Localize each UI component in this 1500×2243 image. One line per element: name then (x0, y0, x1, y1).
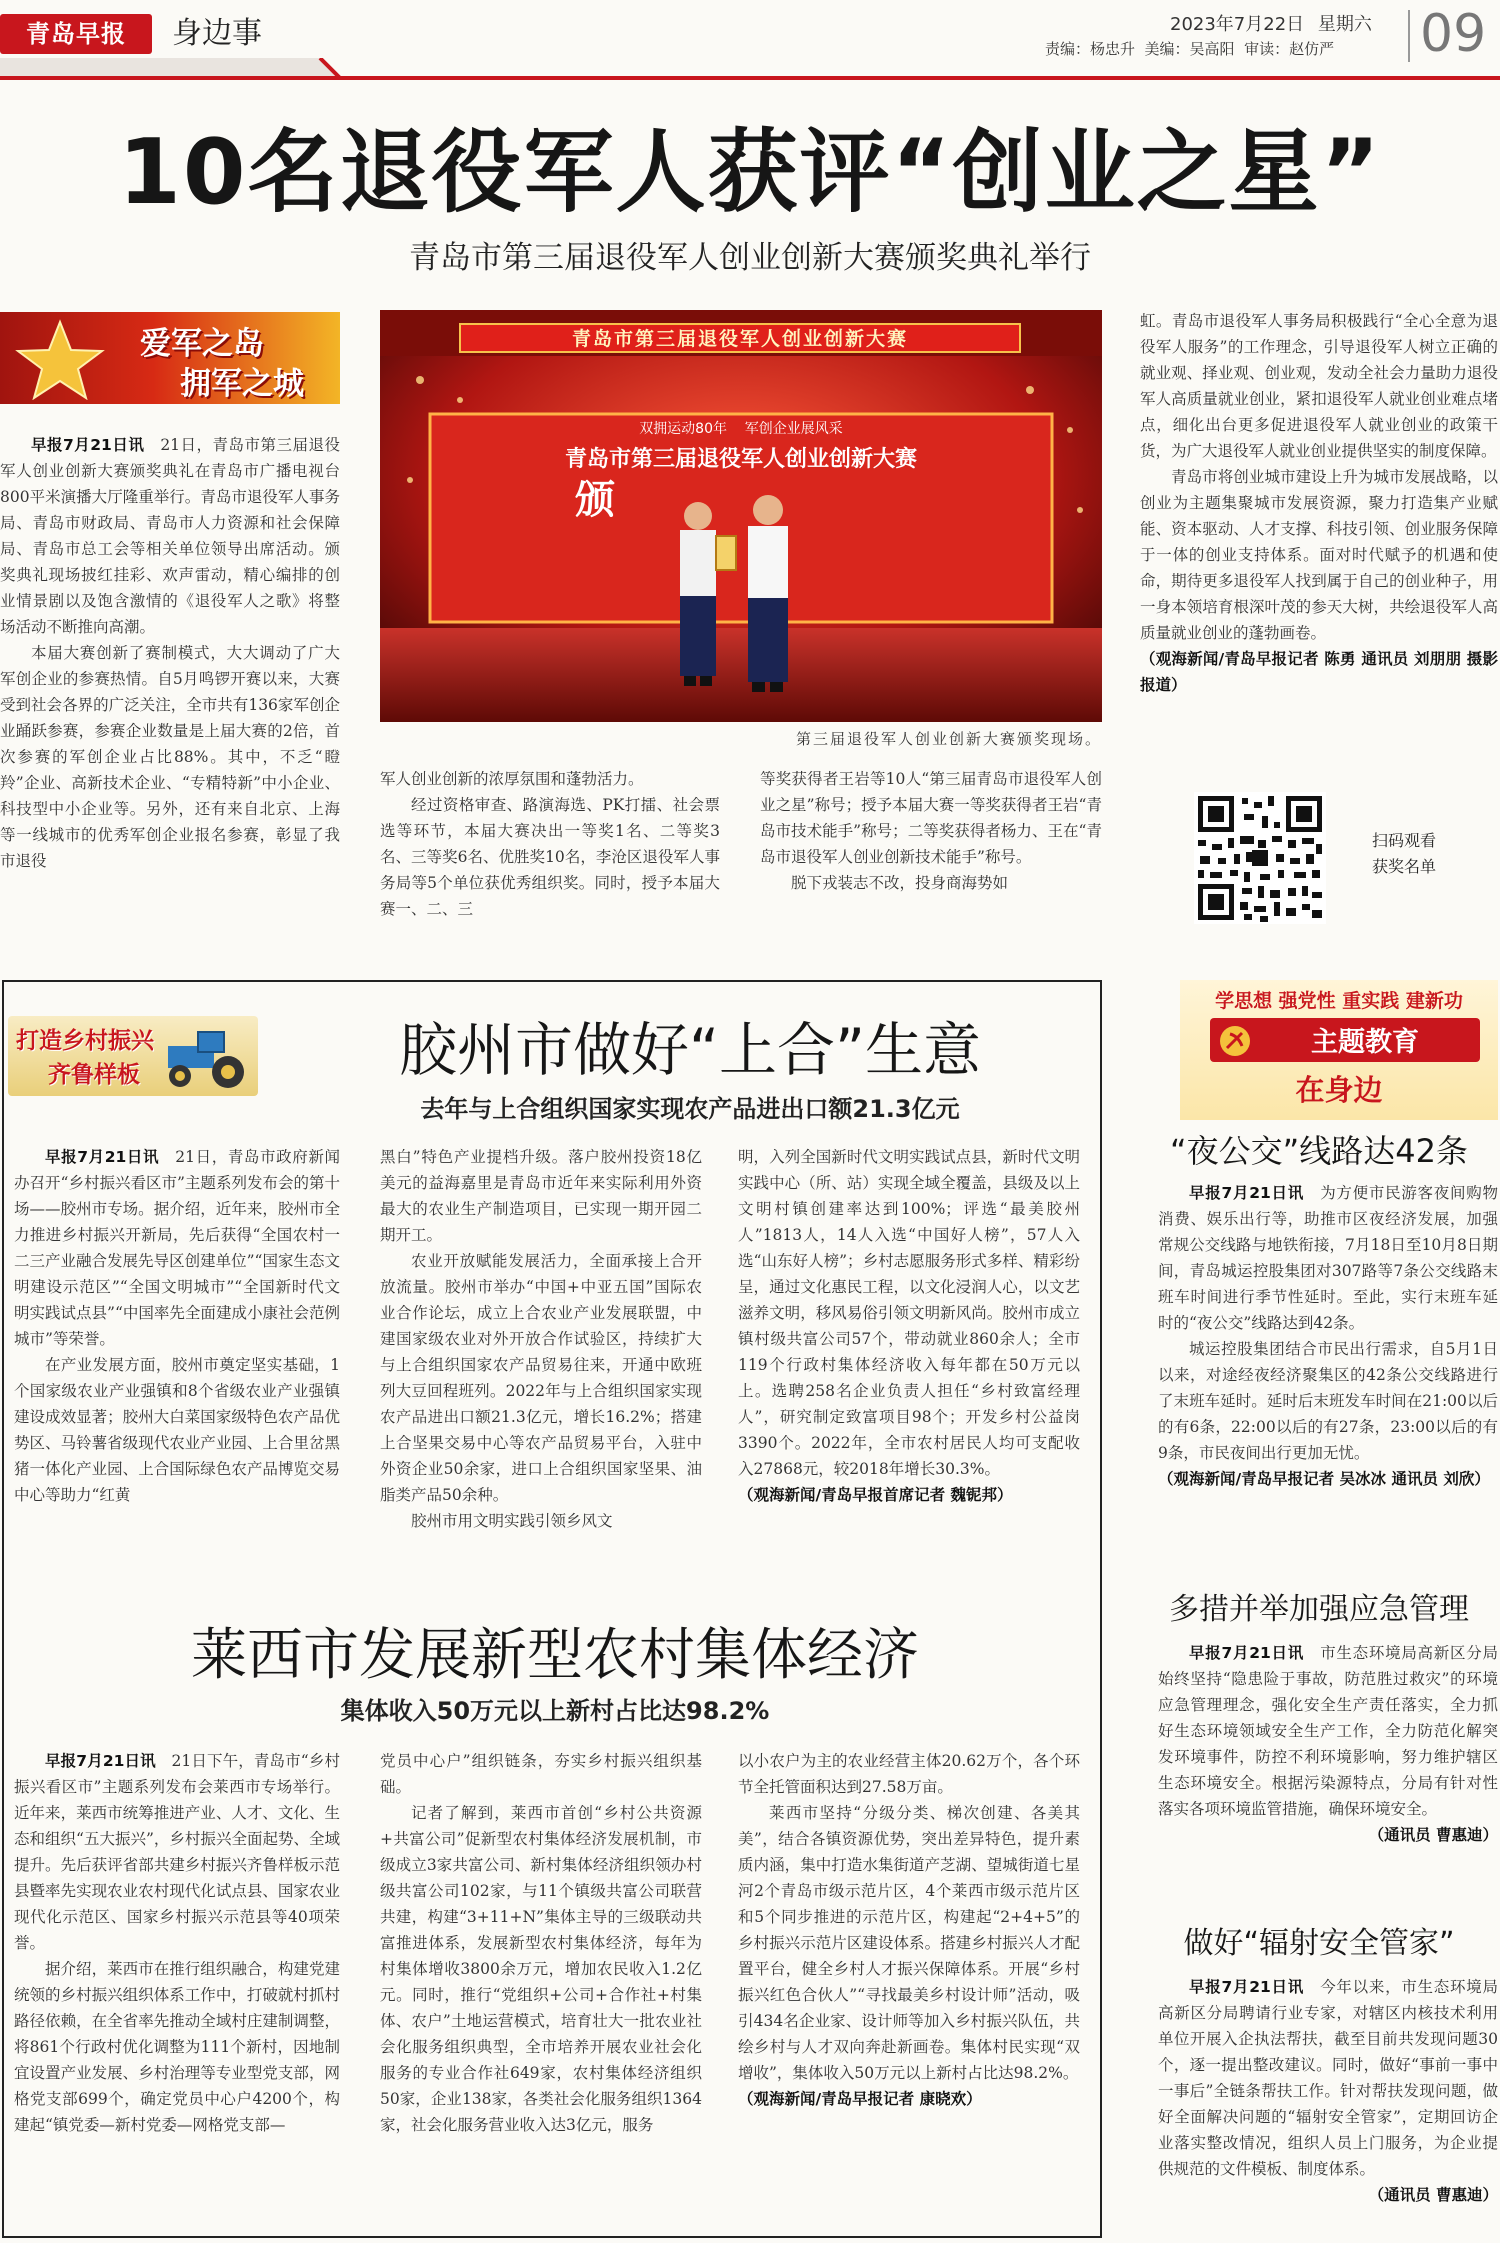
radiation-body (1158, 1974, 1498, 2208)
night-bus-byline: （观海新闻/青岛早报记者 吴冰冰 通讯员 刘欣） (1158, 1470, 1490, 1488)
qr-label-line-2: 获奖名单 (1372, 857, 1437, 876)
editor-credits: 责编：杨忠升 美编：吴高阳 审读：赵仿严 (1045, 40, 1335, 58)
lead-column-4 (1140, 308, 1498, 698)
laixi-byline (738, 2086, 1080, 2112)
issue-date (1170, 10, 1372, 36)
party-emblem-icon (1218, 1024, 1252, 1058)
star-icon (8, 316, 118, 400)
page-divider (1408, 10, 1410, 62)
banner-title: 主题教育 (1311, 1027, 1419, 1058)
laixi-subheadline: 集体收入50万元以上新村占比达98.2% (340, 1697, 770, 1725)
photo-stage-line-1: 双拥运动80年 军创企业展风采 (639, 421, 843, 437)
night-bus-headline: “夜公交”线路达42条 (1170, 1132, 1468, 1170)
laixi-byline-a: （观海新闻/ (738, 2090, 822, 2108)
jiaozhou-c1p1: 21日，青岛市政府新闻办召开“乡村振兴看区市”主题系列发布会的第十场——胶州市专场。据介绍，近年来，胶州市全力推进乡村振兴开新局，先后获得“全国农村一二三产业融合发展先导区创建单位”“国家生态文明建设示范区”“全国文明城市”“全国新时代文明实践试点县”“中国率先全面建成小康社会范例城市”等荣誉。 (14, 1148, 340, 1348)
weekday-text: 星期六 (1317, 14, 1372, 35)
night-bus-dateline: 早报7月21日讯 (1189, 1184, 1304, 1202)
photo-banner-text: 青岛市第三届退役军人创业创新大赛 (571, 328, 908, 350)
lead-subheadline: 青岛市第三届退役军人创业创新大赛颁奖典礼举行 (409, 240, 1091, 276)
laixi-c3p2: 莱西市坚持“分级分类、梯次创建、各美其美”，结合各镇资源优势，突出差异特色，提升素质内涵，集中打造水集街道产芝湖、望城街道七星河2个青岛市级示范片区，4个莱西市级示范片区和5个同步推进的示范片区，构建起“2+4+5”的乡村振兴示范片区建设体系。搭建乡村振兴人才配置平台，健全乡村人才振兴保障体系。开展“乡村振兴红色合伙人”“寻找最美乡村设计师”活动，吸引434名企业家、设计师等加入乡村振兴队伍，共绘乡村与人才双向奔赴新画卷。集体村民实现“双增收”，集体收入50万元以上新村占比达98.2%。 (738, 1804, 1080, 2082)
jiaozhou-headline: 胶州市做好“上合”生意 (398, 1016, 982, 1084)
lead-dateline: 早报7月21日讯 (31, 436, 145, 454)
section-title: 身边事 (172, 16, 262, 51)
ceremony-photo (380, 310, 1102, 722)
laixi-column-1 (14, 1748, 340, 2138)
lead-col3-p1: 等奖获得者王岩等10人“第三届青岛市退役军人创业之星”称号；授予本届大赛一等奖获得者王岩“青岛市技术能手”称号；二等奖获得者杨力、王在“青岛市退役军人创业创新技术能手”称号。 (760, 770, 1102, 866)
laixi-dateline: 早报7月21日讯 (45, 1752, 156, 1770)
laixi-c1p1: 21日下午，青岛市“乡村振兴看区市”主题系列发布会莱西市专场举行。近年来，莱西市统筹推进产业、人才、文化、生态和组织“五大振兴”，乡村振兴全面起势、全域提升。先后获评省部共建乡村振兴齐鲁样板示范县暨率先实现农业农村现代化试点县、国家农业现代化示范区、国家乡村振兴示范县等40项荣誉。 (14, 1752, 340, 1952)
photo-caption: 第三届退役军人创业创新大赛颁奖现场。 (795, 730, 1102, 748)
rural-badge (8, 1016, 258, 1096)
radiation-headline: 做好“辐射安全管家” (1183, 1926, 1455, 1961)
jiaozhou-subheadline: 去年与上合组织国家实现农产品进出口额21.3亿元 (420, 1095, 960, 1123)
radiation-byline: （通讯员 曹惠迪） (1368, 2186, 1498, 2204)
badge-line-2: 拥军之城 (180, 366, 304, 402)
jiaozhou-c2p3: 胶州市用文明实践引领乡风文 (411, 1512, 613, 1530)
laixi-column-3 (738, 1748, 1080, 2112)
emergency-p1: 市生态环境局高新区分局始终坚持“隐患险于事故，防范胜过救灾”的环境应急管理理念，强化安全生产责任落实，全力抓好生态环境领域安全生产工作，全力防范化解突发环境事件，防控不利环境影响，努力维护辖区生态环境安全。根据污染源特点，分局有针对性落实各项环境监管措施，确保环境安全。 (1158, 1644, 1498, 1818)
emergency-dateline: 早报7月21日讯 (1189, 1644, 1304, 1662)
emergency-headline: 多措并举加强应急管理 (1169, 1592, 1469, 1627)
jiaozhou-byline: （观海新闻/青岛早报首席记者 魏铌邦） (738, 1486, 1013, 1504)
night-bus-p1: 为方便市民游客夜间购物消费、娱乐出行等，助推市区夜经济发展，加强常规公交线路与地铁衔接，7月18日至10月8日期间，青岛城运控股集团对307路等7条公交线路末班车时间进行季节性延时。至此，实行末班车延时的“夜公交”线路达到42条。 (1158, 1184, 1498, 1332)
brand-logo: 青岛早报 (0, 14, 152, 54)
lead-col2-p2: 经过资格审查、路演海选、PK打擂、社会票选等环节，本届大赛决出一等奖1名、二等奖3名、三等奖6名、优胜奖10名，李沧区退役军人事务局等5个单位获优秀组织奖。同时，授予本届大赛一、二、三 (380, 796, 720, 918)
jiaozhou-dateline: 早报7月21日讯 (45, 1148, 160, 1166)
photo-stage-line-3: 颁 (575, 477, 615, 523)
rural-badge-line-2: 齐鲁样板 (48, 1062, 140, 1088)
lead-column-3 (760, 766, 1102, 896)
jiaozhou-column-3 (738, 1144, 1080, 1508)
masthead-rule (0, 58, 1500, 82)
jiaozhou-c2p2: 农业开放赋能发展活力，全面承接上合开放流量。胶州市举办“中国+中亚五国”国际农业合作论坛，成立上合农业产业发展联盟，中建国家级农业对外开放合作试验区，持续扩大与上合组织国家农产品贸易往来，开通中欧班列大豆回程班列。2022年与上合组织国家实现农产品进出口额21.3亿元，增长16.2%；搭建上合坚果交易中心等农产品贸易平台，入驻中外资企业50余家，进口上合组织国家坚果、油脂类产品50余种。 (380, 1252, 702, 1504)
laixi-headline: 莱西市发展新型农村集体经济 (191, 1623, 919, 1688)
laixi-column-2 (380, 1748, 702, 2138)
photo-stage-line-2: 青岛市第三届退役军人创业创新大赛 (564, 447, 917, 472)
jiaozhou-c3p1: 明，入列全国新时代文明实践试点县，新时代文明实践中心（所、站）实现全域全覆盖，县级及以上文明村镇创建率达到100%；评选“最美胶州人”1813人，14人入选“中国好人榜”，57人入选“山东好人榜”；乡村志愿服务形式多样、精彩纷呈，通过文化惠民工程，以文化浸润人心，以文艺滋养文明，移风易俗引领文明新风尚。胶州市成立镇村级共富公司57个，带动就业860余人；全市119个行政村集体经济收入每年都在50万元以上。选聘258名企业负责人担任“乡村致富经理人”，研究制定致富项目98个；开发乡村公益岗3390个。2022年，全市农村居民人均可支配收入27868元，较2018年增长30.3%。 (738, 1148, 1080, 1478)
night-bus-p2: 城运控股集团结合市民出行需求，自5月1日以来，对途经夜经济聚集区的42条公交线路进行了末班车延时。延时后末班发车时间在21:00以后的有6条，22:00以后的有27条，23:00以后的有9条，市民夜间出行更加无忧。 (1158, 1340, 1498, 1462)
army-city-badge (0, 312, 340, 404)
theme-education-banner (1180, 980, 1498, 1120)
banner-slogan: 学思想 强党性 重实践 建新功 (1215, 990, 1463, 1012)
jiaozhou-column-1 (14, 1144, 340, 1508)
page-number: 09 (1420, 4, 1487, 64)
laixi-c3p1: 以小农户为主的农业经营主体20.62万个，各个环节全托管面积达到27.58万亩。 (738, 1752, 1080, 1796)
lead-col3-p2: 脱下戎装志不改，投身商海势如 (791, 874, 1009, 892)
jiaozhou-c2p1: 黑白”特色产业提档升级。落户胶州投资18亿美元的益海嘉里是青岛市近年来实际利用外资最大的农业生产制造项目，已实现一期开园二期开工。 (380, 1148, 702, 1244)
qr-code[interactable] (1194, 792, 1326, 924)
night-bus-body (1158, 1180, 1498, 1492)
lead-col1-p1: 21日，青岛市第三届退役军人创业创新大赛颁奖典礼在青岛市广播电视台800平米演播大厅隆重举行。青岛市退役军人事务局、青岛市财政局、青岛市人力资源和社会保障局、青岛市总工会等相关单位领导出席活动。颁奖典礼现场披红挂彩、欢声雷动，精心编排的创业情景剧以及饱含激情的《退役军人之歌》将整场活动不断推向高潮。 (0, 436, 340, 636)
banner-subtitle: 在身边 (1295, 1073, 1383, 1107)
laixi-byline-b: 青岛早报记者 康晓欢） (821, 2090, 982, 2108)
badge-line-1: 爱军之岛 (140, 326, 264, 362)
qr-label-line-1: 扫码观看 (1372, 831, 1437, 850)
tractor-icon (158, 1024, 254, 1092)
lead-col1-p2: 本届大赛创新了赛制模式，大大调动了广大军创企业的参赛热情。自5月鸣锣开赛以来，大赛受到社会各界的广泛关注，全市共有136家军创企业踊跃参赛，参赛企业数量是上届大赛的2倍，首次参赛的军创企业占比88%。其中，不乏“瞪羚”企业、高新技术企业、“专精特新”中小企业、科技型中小企业等。另外，还有来自北京、上海等一线城市的优秀军创企业报名参赛，彰显了我市退役 (0, 644, 340, 870)
rural-badge-line-1: 打造乡村振兴 (16, 1028, 154, 1054)
lead-column-1 (0, 432, 340, 874)
lead-column-2 (380, 766, 720, 922)
lead-byline: （观海新闻/青岛早报记者 陈勇 通讯员 刘朋朋 摄影报道） (1140, 650, 1498, 694)
radiation-p1: 今年以来，市生态环境局高新区分局聘请行业专家，对辖区内核技术利用单位开展入企执法帮扶，截至目前共发现问题30个，逐一提出整改建议。同时，做好“事前一事中一事后”全链条帮扶工作。针对帮扶发现问题，做好全面解决问题的“辐射安全管家”，定期回访企业落实整改情况，组织人员上门服务，为企业提供规范的文件模板、制度体系。 (1158, 1978, 1498, 2178)
date-text: 2023年7月22日 (1170, 14, 1305, 35)
lead-col4-p1: 虹。青岛市退役军人事务局积极践行“全心全意为退役军人服务”的工作理念，引导退役军人树立正确的就业观、择业观、创业观，发动全社会力量助力退役军人高质量就业创业，紧扣退役军人就业创业难点堵点，细化出台更多促进退役军人就业创业的政策干货，为广大退役军人就业创业提供坚实的制度保障。 (1140, 312, 1498, 460)
lead-col2-p1: 军人创业创新的浓厚氛围和蓬勃活力。 (380, 770, 644, 788)
jiaozhou-c1p2: 在产业发展方面，胶州市奠定坚实基础，1个国家级农业产业强镇和8个省级农业产业强镇建设成效显著；胶州大白菜国家级特色农产品优势区、马铃薯省级现代农业产业园、上合里岔黑猪一体化产业园、上合国际绿色农产品博览交易中心等助力“红黄 (14, 1356, 340, 1504)
laixi-c1p2: 据介绍，莱西市在推行组织融合，构建党建统领的乡村振兴组织体系工作中，打破就村抓村路径依赖，在全省率先推动全域村庄建制调整，将861个行政村优化调整为111个新村，因地制宜设置产业发展、乡村治理等专业型党支部，网格党支部699个，确定党员中心户4200个，构建起“镇党委—新村党委—网格党支部— (14, 1960, 340, 2134)
radiation-dateline: 早报7月21日讯 (1189, 1978, 1304, 1996)
laixi-c2p2: 记者了解到，莱西市首创“乡村公共资源+共富公司”促新型农村集体经济发展机制，市级成立3家共富公司、新村集体经济组织领办村级共富公司102家，与11个镇级共富公司联营共建，构建“3+11+N”集体主导的三级联动共富推进体系，发展新型农村集体经济，每年为村集体增收3800余万元，增加农民收入1.2亿元。同时，推行“党组织+公司+合作社+村集体、农户”土地运营模式，培育壮大一批农业社会化服务组织典型，全市培养开展农业社会化服务的专业合作社649家，农村集体经济组织50家，企业138家，各类社会化服务组织1364家，社会化服务营业收入达3亿元，服务 (380, 1804, 702, 2134)
lead-headline: 10名退役军人获评“创业之星” (118, 120, 1382, 225)
lead-col4-p2: 青岛市将创业城市建设上升为城市发展战略，以创业为主题集聚城市发展资源，聚力打造集产业赋能、资本驱动、人才支撑、科技引领、创业服务保障于一体的创业支持体系。面对时代赋予的机遇和使命，期待更多退役军人找到属于自己的创业种子，用一身本领培育根深叶茂的参天大树，共绘退役军人高质量就业创业的蓬勃画卷。 (1140, 468, 1498, 642)
emergency-body (1158, 1640, 1498, 1848)
jiaozhou-column-2 (380, 1144, 702, 1534)
laixi-c2p1: 党员中心户”组织链条，夯实乡村振兴组织基础。 (380, 1752, 702, 1796)
qr-label (1372, 828, 1436, 880)
emergency-byline: （通讯员 曹惠迪） (1368, 1826, 1498, 1844)
stage-illustration (380, 310, 1102, 722)
